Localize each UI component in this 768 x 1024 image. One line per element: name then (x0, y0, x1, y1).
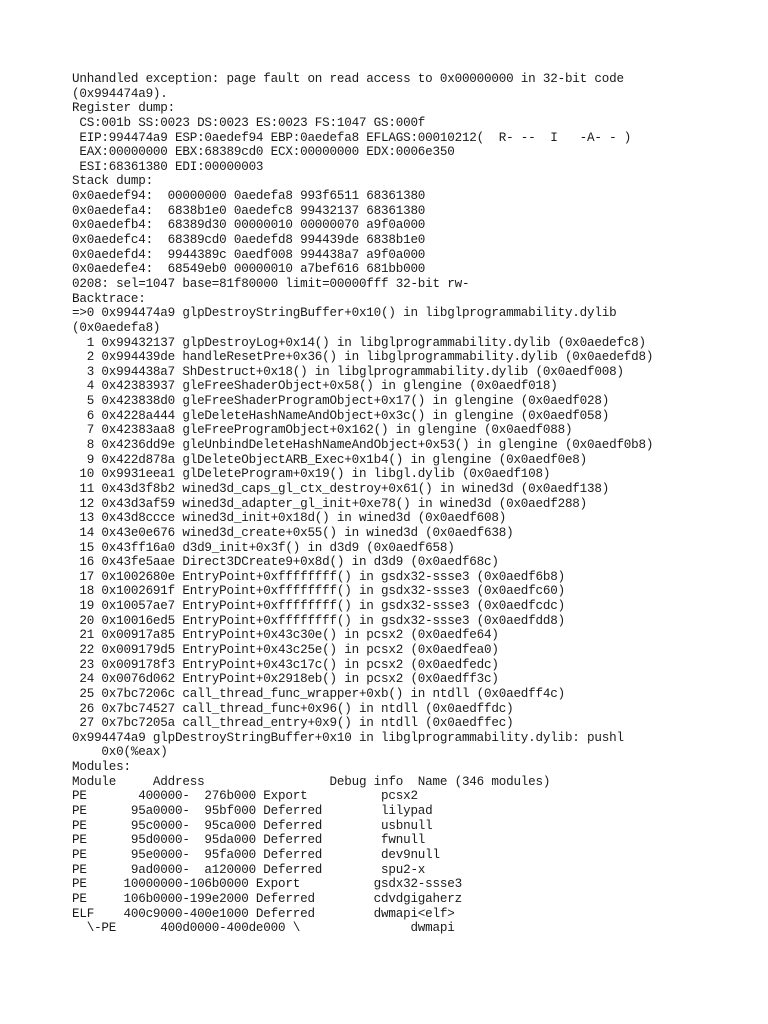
log-line: PE 95e0000- 95fa000 Deferred dev9null (72, 847, 440, 862)
log-line: Module Address Debug info Name (346 modules) (72, 774, 551, 789)
log-line: 7 0x42383aa8 gleFreeProgramObject+0x162() in glengine (0x0aedf088) (72, 423, 573, 438)
log-line: PE 106b0000-199e2000 Deferred cdvdgigaherz (72, 891, 462, 906)
log-line: 0x0aedef94: 00000000 0aedefa8 993f6511 68361380 (72, 189, 426, 204)
log-line: Modules: (72, 760, 131, 775)
log-line: 22 0x009179d5 EntryPoint+0x43c25e() in pcsx2 (0x0aedfea0) (72, 642, 499, 657)
log-line: Unhandled exception: page fault on read access to 0x00000000 in 32-bit code (72, 72, 624, 86)
log-line: 2 0x994439de handleResetPre+0x36() in libglprogrammability.dylib (0x0aedefd8) (72, 350, 654, 365)
log-line: 26 0x7bc74527 call_thread_func+0x96() in ntdll (0x0aedffdc) (72, 701, 514, 716)
log-line: Stack dump: (72, 174, 153, 189)
log-line: =>0 0x994474a9 glpDestroyStringBuffer+0x10() in libglprogrammability.dylib (72, 306, 617, 321)
log-line: 25 0x7bc7206c call_thread_func_wrapper+0xb() in ntdll (0x0aedff4c) (72, 686, 565, 701)
log-line: PE 400000- 276b000 Export pcsx2 (72, 789, 418, 804)
log-line: 12 0x43d3af59 wined3d_adapter_gl_init+0xe78() in wined3d (0x0aedf288) (72, 496, 588, 511)
log-line: 13 0x43d8ccce wined3d_init+0x18d() in wined3d (0x0aedf608) (72, 511, 507, 526)
log-line: 20 0x10016ed5 EntryPoint+0xffffffff() in gsdx32-ssse3 (0x0aedfdd8) (72, 613, 565, 628)
log-line: 19 0x10057ae7 EntryPoint+0xffffffff() in gsdx32-ssse3 (0x0aedfcdc) (72, 599, 565, 614)
log-line: ELF 400c9000-400e1000 Deferred dwmapi<elf> (72, 906, 455, 921)
log-line: PE 95c0000- 95ca000 Deferred usbnull (72, 818, 433, 833)
log-line: 9 0x422d878a glDeleteObjectARB_Exec+0x1b4() in glengine (0x0aedf0e8) (72, 452, 588, 467)
log-line: 0208: sel=1047 base=81f80000 limit=00000fff 32-bit rw- (72, 276, 470, 291)
log-line: 16 0x43fe5aae Direct3DCreate9+0x8d() in d3d9 (0x0aedf68c) (72, 555, 499, 570)
log-line: 0x0aedefe4: 68549eb0 00000010 a7bef616 681bb000 (72, 262, 426, 277)
log-line: 0x994474a9 glpDestroyStringBuffer+0x10 in libglprogrammability.dylib: pushl (72, 730, 624, 745)
log-line: Backtrace: (72, 291, 146, 306)
log-line: 23 0x009178f3 EntryPoint+0x43c17c() in pcsx2 (0x0aedfedc) (72, 657, 499, 672)
log-line: 4 0x42383937 gleFreeShaderObject+0x58() in glengine (0x0aedf018) (72, 379, 558, 394)
log-line: PE 95d0000- 95da000 Deferred fwnull (72, 833, 426, 848)
log-line: 0x0aedefa4: 6838b1e0 0aedefc8 99432137 68361380 (72, 203, 426, 218)
log-line: EAX:00000000 EBX:68389cd0 ECX:00000000 EDX:0006e350 (72, 145, 455, 160)
log-line: 10 0x9931eea1 glDeleteProgram+0x19() in libgl.dylib (0x0aedf108) (72, 467, 551, 482)
log-line: CS:001b SS:0023 DS:0023 ES:0023 FS:1047 GS:000f (72, 115, 426, 130)
log-line: PE 10000000-106b0000 Export gsdx32-ssse3 (72, 877, 462, 892)
log-line: 21 0x00917a85 EntryPoint+0x43c30e() in pcsx2 (0x0aedfe64) (72, 628, 499, 643)
log-line: 11 0x43d3f8b2 wined3d_caps_gl_ctx_destroy+0x61() in wined3d (0x0aedf138) (72, 481, 610, 496)
log-line: 3 0x994438a7 ShDestruct+0x18() in libglprogrammability.dylib (0x0aedf008) (72, 364, 624, 379)
log-line: 1 0x99432137 glpDestroyLog+0x14() in libglprogrammability.dylib (0x0aedefc8) (72, 335, 646, 350)
log-line: 15 0x43ff16a0 d3d9_init+0x3f() in d3d9 (0x0aedf658) (72, 540, 455, 555)
log-line: 0x0aedefd4: 9944389c 0aedf008 994438a7 a9f0a000 (72, 247, 426, 262)
log-line: Register dump: (72, 101, 176, 116)
log-line: 8 0x4236dd9e gleUnbindDeleteHashNameAndObject+0x53() in glengine (0x0aedf0b8) (72, 438, 654, 453)
log-line: (0x0aedefa8) (72, 320, 161, 335)
crash-log-text (72, 72, 752, 936)
log-line: 6 0x4228a444 gleDeleteHashNameAndObject+0x3c() in glengine (0x0aedf058) (72, 408, 610, 423)
log-line: PE 95a0000- 95bf000 Deferred lilypad (72, 804, 433, 819)
log-line: 5 0x423838d0 gleFreeShaderProgramObject+0x17() in glengine (0x0aedf028) (72, 394, 610, 409)
log-line: \-PE 400d0000-400de000 \ dwmapi (72, 921, 455, 936)
log-line: 27 0x7bc7205a call_thread_entry+0x9() in ntdll (0x0aedffec) (72, 716, 514, 731)
log-line: 14 0x43e0e676 wined3d_create+0x55() in wined3d (0x0aedf638) (72, 525, 514, 540)
log-line: 17 0x1002680e EntryPoint+0xffffffff() in gsdx32-ssse3 (0x0aedf6b8) (72, 569, 565, 584)
log-line: 0x0(%eax) (72, 745, 168, 760)
log-line: 0x0aedefb4: 68389d30 00000010 00000070 a9f0a000 (72, 218, 426, 233)
log-line: PE 9ad0000- a120000 Deferred spu2-x (72, 862, 426, 877)
log-line: 0x0aedefc4: 68389cd0 0aedefd8 994439de 6838b1e0 (72, 233, 426, 248)
log-line: ESI:68361380 EDI:00000003 (72, 159, 264, 174)
log-line: EIP:994474a9 ESP:0aedef94 EBP:0aedefa8 EFLAGS:00010212( R- -- I -A- - ) (72, 130, 632, 145)
log-line: 18 0x1002691f EntryPoint+0xffffffff() in gsdx32-ssse3 (0x0aedfc60) (72, 584, 565, 599)
log-line: (0x994474a9). (72, 86, 168, 101)
log-line: 24 0x0076d062 EntryPoint+0x2918eb() in pcsx2 (0x0aedff3c) (72, 672, 499, 687)
